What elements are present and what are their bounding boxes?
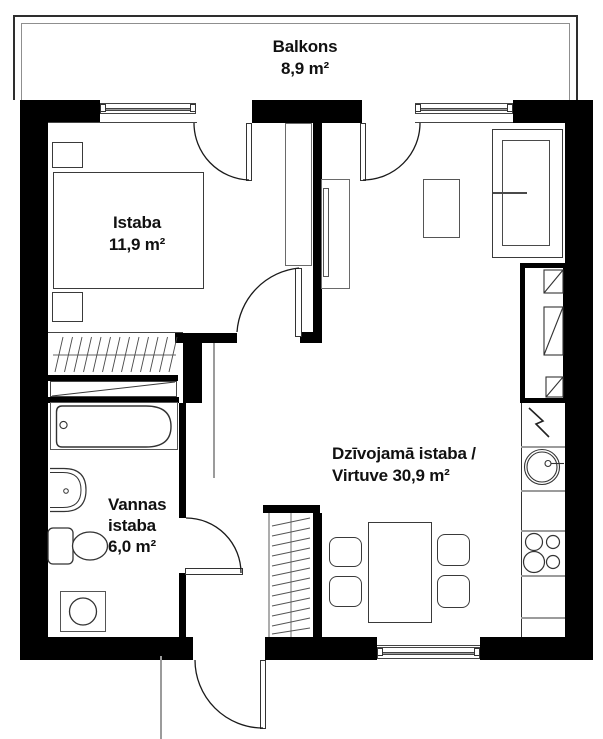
bathroom-label: Vannas istaba 6,0 m² — [108, 495, 167, 556]
window-sill-kitchen — [377, 645, 480, 646]
kitchen-counter-divider — [521, 446, 565, 448]
balcony-door-living-leaf — [360, 123, 366, 181]
dining-chair — [437, 575, 470, 608]
dining-chair — [329, 576, 362, 607]
bedroom-window — [100, 103, 196, 114]
fridge-interior — [525, 268, 563, 398]
bedroom-closet-top-line — [48, 332, 183, 333]
bedroom-label: Istaba 11,9 m² — [108, 213, 166, 254]
wall-bathroom-right-lower — [179, 573, 186, 637]
window-end-cap — [507, 104, 513, 112]
kitchen-window — [377, 647, 480, 659]
bathtub-niche — [50, 402, 178, 450]
coffee-table — [423, 179, 460, 238]
closet-shelf-unit — [50, 381, 177, 397]
washing-machine — [60, 591, 106, 632]
bedroom-door-arc — [237, 268, 299, 332]
wall-bottom-left — [20, 637, 193, 660]
bedroom-door-leaf — [295, 268, 302, 337]
wall-top-mid — [252, 100, 362, 123]
kitchen-counter-edge — [521, 403, 522, 637]
hall-closet-hatch — [269, 513, 310, 637]
window-glass — [419, 108, 509, 112]
balcony-door-bedroom-leaf — [246, 123, 252, 181]
nightstand — [52, 292, 83, 322]
wall-bottom-mid — [265, 637, 377, 660]
hallway-edge-line — [213, 343, 215, 478]
balcony-label: Balkons 8,9 m² — [272, 37, 338, 78]
window-sill-bedroom — [48, 122, 197, 123]
window-end-cap — [190, 104, 196, 112]
stove-burners — [524, 534, 560, 573]
wall-left — [20, 100, 48, 660]
bedroom-closet-hatch — [53, 337, 177, 372]
entrance-door-leaf — [260, 660, 266, 729]
bathroom-sink — [50, 469, 86, 512]
window-end-cap — [415, 104, 421, 112]
wall-bottom-right — [480, 637, 593, 660]
dining-table — [368, 522, 432, 623]
kitchen-counter-divider — [521, 530, 565, 532]
kitchen-counter-divider — [521, 490, 565, 492]
living-room-window — [415, 103, 513, 114]
bedroom-wardrobe — [285, 123, 312, 266]
entry-landing-line — [160, 656, 162, 739]
kitchen-sink — [525, 450, 565, 485]
window-glass — [381, 652, 476, 656]
dining-chair — [437, 534, 470, 566]
wall-closet-side-block — [183, 333, 202, 403]
window-end-cap — [474, 648, 480, 656]
balcony-door-living-arc — [363, 123, 420, 180]
wall-hall-closet-right — [313, 513, 322, 637]
window-end-cap — [100, 104, 106, 112]
wall-divider-end-block — [300, 332, 322, 343]
bathroom-door-leaf — [185, 568, 243, 575]
nightstand — [52, 142, 83, 168]
sofa-seat-divider — [493, 192, 527, 194]
wall-right — [565, 100, 593, 660]
kitchen-counter-divider — [521, 617, 565, 619]
entrance-door-arc — [195, 660, 263, 728]
window-glass — [104, 108, 192, 112]
tv — [323, 188, 329, 277]
living-kitchen-label: Dzīvojamā istaba / Virtuve 30,9 m² — [332, 444, 476, 485]
window-sill-living — [415, 122, 513, 123]
wall-hall-closet-top — [263, 505, 320, 513]
toilet — [48, 528, 108, 564]
dining-chair — [329, 537, 362, 567]
electric-symbol — [529, 408, 549, 437]
window-end-cap — [377, 648, 383, 656]
kitchen-counter-divider — [521, 575, 565, 577]
